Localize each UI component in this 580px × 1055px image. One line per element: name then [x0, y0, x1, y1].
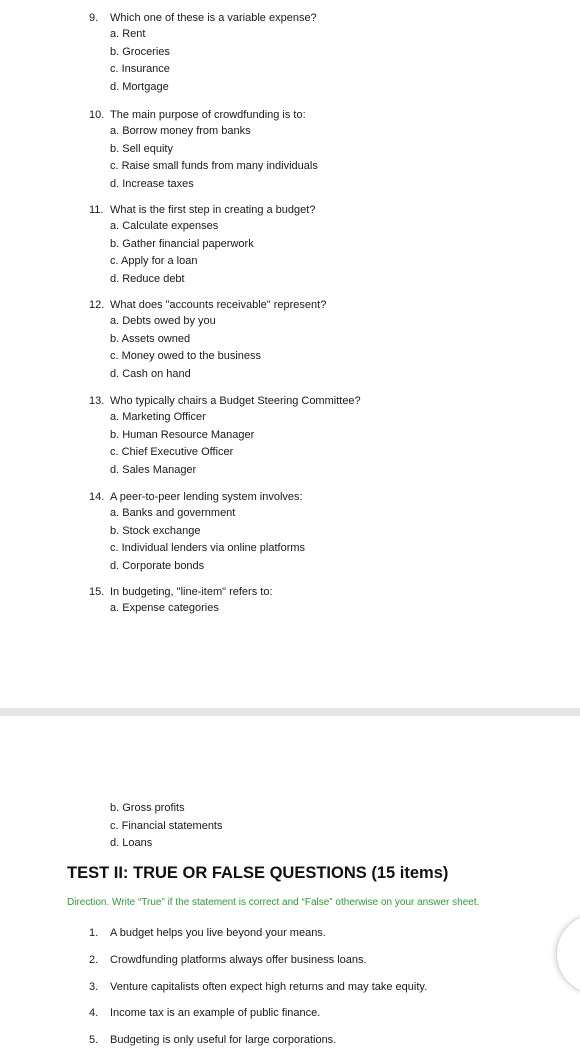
option-b: b. Groceries — [110, 45, 170, 58]
option-a: a. Calculate expenses — [110, 220, 219, 232]
option-c: c. Raise small funds from many individuals — [110, 160, 318, 172]
tf-item-4 — [89, 1007, 320, 1019]
question-number: 9. — [89, 12, 99, 24]
question-stem: What is the first step in creating a budget? — [110, 204, 316, 216]
option-d: d. Increase taxes — [110, 177, 194, 190]
option-d: d. Sales Manager — [110, 463, 197, 476]
option-a: a. Banks and government — [110, 507, 236, 519]
question-12 — [89, 297, 559, 383]
item-text: Budgeting is only useful for large corporations. — [110, 1034, 337, 1046]
page-separator — [0, 708, 580, 716]
question-stem: Which one of these is a variable expense? — [110, 12, 317, 24]
option-d: d. Cash on hand — [110, 367, 191, 380]
test-2-direction: Direction. Write “True” if the statement is correct and “False” otherwise on your answer sheet. — [67, 897, 480, 908]
page-2 — [0, 716, 580, 1055]
question-stem: The main purpose of crowdfunding is to: — [110, 109, 306, 121]
option-d: d. Loans — [110, 837, 153, 849]
tf-item-3 — [89, 981, 427, 993]
item-number: 3. — [89, 981, 99, 993]
question-stem: What does "accounts receivable" represent? — [110, 299, 327, 311]
question-13 — [89, 393, 559, 479]
question-number: 13. — [89, 395, 105, 407]
question-number: 14. — [89, 491, 105, 503]
item-number: 1. — [89, 927, 99, 939]
option-d: d. Reduce debt — [110, 272, 185, 285]
tf-item-1 — [89, 927, 326, 939]
item-text: Income tax is an example of public finance. — [110, 1007, 321, 1019]
option-d: d. Mortgage — [110, 80, 169, 93]
question-9 — [89, 10, 559, 96]
option-a: a. Borrow money from banks — [110, 125, 251, 137]
option-c: c. Individual lenders via online platforms — [110, 542, 306, 554]
question-stem: A peer-to-peer lending system involves: — [110, 491, 303, 503]
item-text: Crowdfunding platforms always offer business loans. — [110, 954, 367, 966]
question-14 — [89, 489, 559, 575]
option-b: b. Sell equity — [110, 142, 173, 155]
option-b: b. Gather financial paperwork — [110, 237, 254, 250]
tf-item-2 — [89, 954, 367, 966]
question-10 — [89, 107, 559, 193]
option-c: c. Chief Executive Officer — [110, 446, 234, 458]
question-number: 12. — [89, 299, 105, 311]
option-b: b. Human Resource Manager — [110, 428, 255, 441]
option-a: a. Expense categories — [110, 602, 219, 614]
item-number: 5. — [89, 1034, 99, 1046]
option-b: b. Assets owned — [110, 332, 191, 345]
question-stem: Who typically chairs a Budget Steering Committee? — [110, 395, 361, 407]
question-15 — [89, 584, 559, 618]
question-number: 15. — [89, 586, 105, 598]
item-text: A budget helps you live beyond your means. — [110, 927, 326, 939]
test-2-title: TEST II: TRUE OR FALSE QUESTIONS (15 items) — [67, 864, 449, 882]
tf-item-5 — [89, 1034, 336, 1046]
question-11 — [89, 202, 559, 288]
option-d: d. Corporate bonds — [110, 559, 205, 572]
option-c: c. Apply for a loan — [110, 255, 198, 267]
option-b: b. Gross profits — [110, 802, 185, 814]
option-a: a. Marketing Officer — [110, 411, 206, 423]
item-number: 2. — [89, 954, 99, 966]
option-b: b. Stock exchange — [110, 524, 201, 537]
question-number: 10. — [89, 109, 105, 121]
option-a: a. Rent — [110, 28, 146, 40]
option-c: c. Financial statements — [110, 819, 223, 832]
question-number: 11. — [89, 204, 104, 216]
question-15-continued — [110, 800, 223, 853]
option-c: c. Insurance — [110, 63, 170, 75]
option-a: a. Debts owed by you — [110, 315, 216, 327]
option-c: c. Money owed to the business — [110, 350, 262, 362]
question-stem: In budgeting, "line-item" refers to: — [110, 586, 273, 598]
item-number: 4. — [89, 1007, 99, 1019]
floating-action-button[interactable] — [556, 913, 580, 995]
item-text: Venture capitalists often expect high returns and may take equity. — [110, 981, 428, 993]
